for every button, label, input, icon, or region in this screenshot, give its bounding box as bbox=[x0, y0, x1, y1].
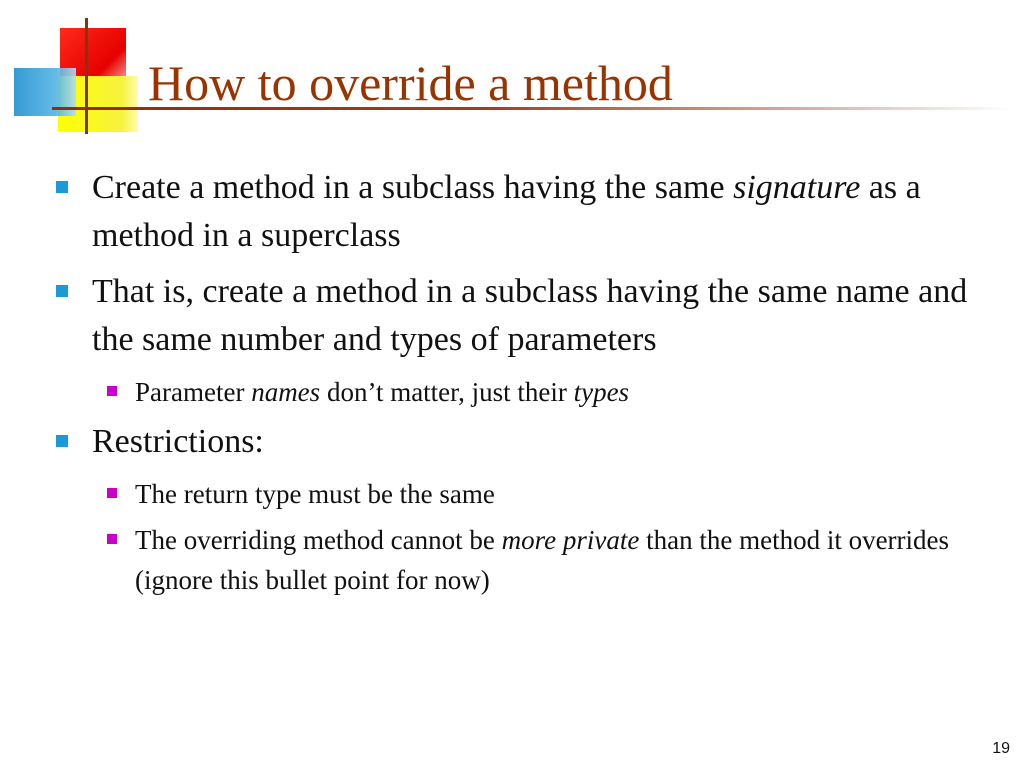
sub-square-bullet-icon bbox=[107, 534, 117, 544]
sub-square-bullet-icon bbox=[107, 386, 117, 396]
square-bullet-icon bbox=[56, 435, 68, 447]
emphasized-text: names bbox=[251, 377, 321, 407]
bullet-item bbox=[50, 418, 1000, 466]
emphasized-text: signature bbox=[733, 169, 861, 206]
bullet-text: Parameter bbox=[135, 377, 252, 407]
bullet-text: don’t matter, just their bbox=[320, 377, 574, 407]
emphasized-text: types bbox=[573, 377, 630, 407]
slide-title: How to override a method bbox=[148, 55, 673, 111]
bullet-text: The overriding method cannot be bbox=[135, 525, 502, 555]
sub-bullet-item bbox=[135, 474, 1000, 514]
decorative-logo bbox=[0, 0, 150, 140]
sub-bullet-item bbox=[135, 372, 1000, 412]
square-bullet-icon bbox=[56, 285, 68, 297]
square-bullet-icon bbox=[56, 181, 68, 193]
bullet-text: as a method in a superclass bbox=[92, 169, 921, 254]
bullet-item bbox=[50, 164, 1000, 260]
bullet-text: than the method it overrides (ignore this bullet point for now) bbox=[135, 525, 950, 595]
sub-square-bullet-icon bbox=[107, 488, 117, 498]
page-number: 19 bbox=[992, 740, 1010, 757]
emphasized-text: more private bbox=[501, 525, 640, 555]
logo-vertical-line bbox=[85, 18, 88, 134]
bullet-text: Create a method in a subclass having the same bbox=[92, 169, 734, 206]
bullet-text: Restrictions: bbox=[92, 423, 264, 460]
bullet-text: The return type must be the same bbox=[135, 479, 495, 509]
bullet-item bbox=[50, 268, 1000, 364]
bullet-text: That is, create a method in a subclass having the same name and the same number and types of parameters bbox=[92, 273, 968, 358]
bullet-list bbox=[50, 164, 1000, 606]
sub-bullet-item bbox=[135, 520, 1000, 600]
